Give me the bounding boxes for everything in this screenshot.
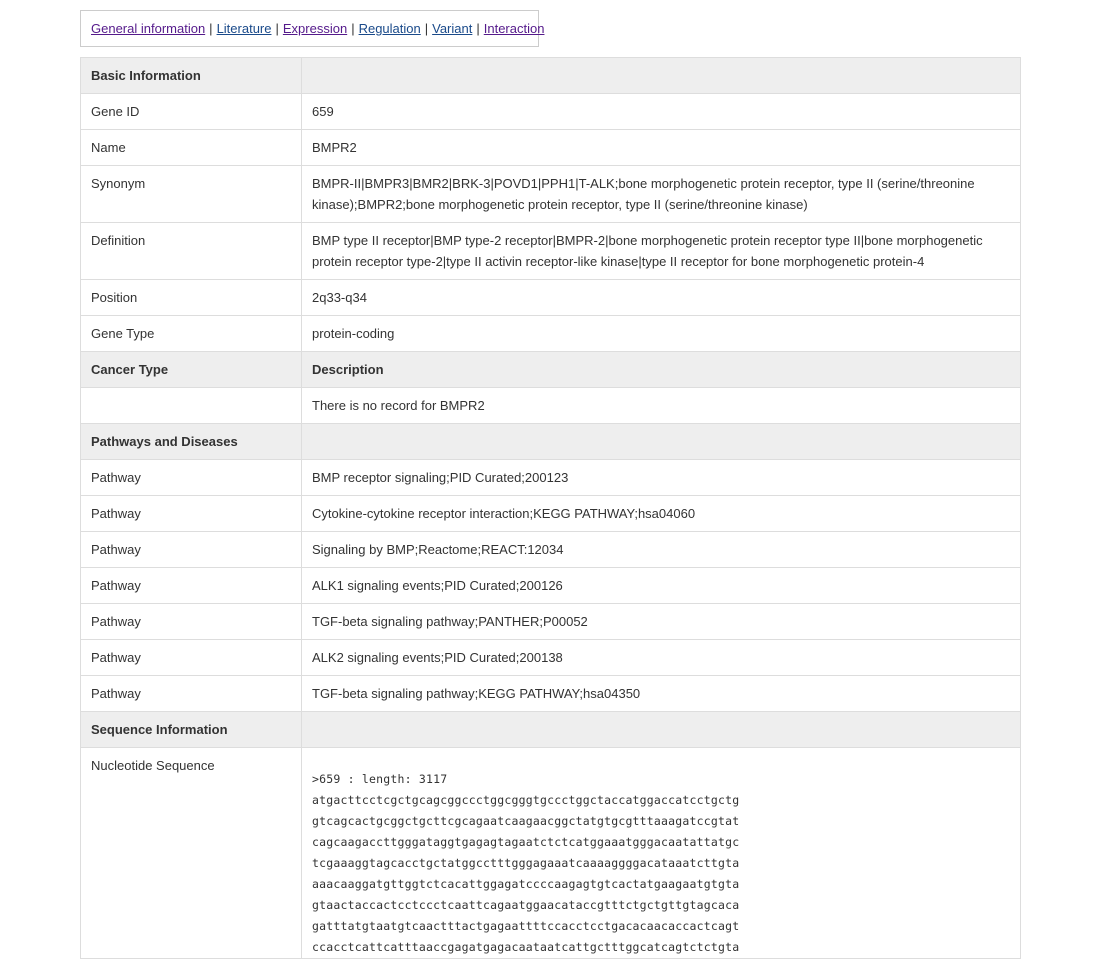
pathway-row bbox=[81, 568, 1021, 604]
pathway-value: ALK1 signaling events;PID Curated;200126 bbox=[302, 568, 1021, 604]
cancer-type-value bbox=[81, 388, 302, 424]
sequence-line: gatttatgtaatgtcaactttactgagaattttccacctcctgacacaacaccactcagt bbox=[312, 919, 740, 933]
pathway-row bbox=[81, 676, 1021, 712]
gene-type-value: protein-coding bbox=[302, 316, 1021, 352]
pathway-value: Signaling by BMP;Reactome;REACT:12034 bbox=[302, 532, 1021, 568]
synonym-label: Synonym bbox=[81, 166, 302, 223]
basic-information-header-row bbox=[81, 58, 1021, 94]
nav-link-general-information[interactable]: General information bbox=[91, 21, 206, 36]
nav-link-interaction[interactable]: Interaction bbox=[483, 21, 545, 36]
gene-id-value: 659 bbox=[302, 94, 1021, 130]
definition-value: BMP type II receptor|BMP type-2 receptor|BMPR-2|bone morphogenetic protein receptor type II|bone morphogenetic protein receptor type-2|type II activin receptor-like kinase|type II receptor for bone morphogenetic protein-4 bbox=[302, 223, 1021, 280]
header-empty-cell bbox=[302, 712, 1021, 748]
cancer-description-value: There is no record for BMPR2 bbox=[302, 388, 1021, 424]
header-empty-cell bbox=[302, 58, 1021, 94]
nav-separator: | bbox=[351, 21, 355, 36]
sequence-line: gtcagcactgcggctgcttcgcagaatcaagaacggctatgtgcgtttaaagatccgtat bbox=[312, 814, 740, 828]
nav-link-expression[interactable]: Expression bbox=[282, 21, 348, 36]
sequence-block bbox=[312, 769, 1010, 958]
sequence-line: ccacctcattcatttaaccgagatgagacaataatcattgctttggcatcagtctctgta bbox=[312, 940, 740, 954]
nucleotide-sequence-label: Nucleotide Sequence bbox=[81, 748, 302, 959]
table-row bbox=[81, 280, 1021, 316]
pathway-row bbox=[81, 496, 1021, 532]
name-value: BMPR2 bbox=[302, 130, 1021, 166]
table-row bbox=[81, 94, 1021, 130]
sequence-line: aaacaaggatgttggtctcacattggagatccccaagagtgtcactatgaagaatgtgta bbox=[312, 877, 740, 891]
pathway-row bbox=[81, 460, 1021, 496]
pathway-row bbox=[81, 604, 1021, 640]
pathway-row bbox=[81, 532, 1021, 568]
sequence-header-row bbox=[81, 712, 1021, 748]
cancer-description-header: Description bbox=[302, 352, 1021, 388]
pathway-value: TGF-beta signaling pathway;KEGG PATHWAY;hsa04350 bbox=[302, 676, 1021, 712]
nav-link-literature[interactable]: Literature bbox=[216, 21, 272, 36]
basic-information-header: Basic Information bbox=[81, 58, 302, 94]
pathway-label: Pathway bbox=[81, 532, 302, 568]
pathway-row bbox=[81, 640, 1021, 676]
nav-separator: | bbox=[275, 21, 279, 36]
header-empty-cell bbox=[302, 424, 1021, 460]
pathways-header-row bbox=[81, 424, 1021, 460]
nav-link-variant[interactable]: Variant bbox=[432, 21, 473, 36]
sequence-line: atgacttcctcgctgcagcggccctggcgggtgccctggctaccatggaccatcctgctg bbox=[312, 793, 740, 807]
table-row bbox=[81, 223, 1021, 280]
table-row bbox=[81, 388, 1021, 424]
sequence-title: >659 : length: 3117 bbox=[312, 772, 448, 786]
pathways-header: Pathways and Diseases bbox=[81, 424, 302, 460]
pathway-value: ALK2 signaling events;PID Curated;200138 bbox=[302, 640, 1021, 676]
pathway-label: Pathway bbox=[81, 640, 302, 676]
table-row bbox=[81, 316, 1021, 352]
nav-separator: | bbox=[476, 21, 480, 36]
table-row bbox=[81, 130, 1021, 166]
nav-separator: | bbox=[209, 21, 213, 36]
pathway-label: Pathway bbox=[81, 676, 302, 712]
table-row bbox=[81, 166, 1021, 223]
sequence-line: gtaactaccactcctccctcaattcagaatggaacataccgtttctgctgttgtagcaca bbox=[312, 898, 740, 912]
sequence-line: tcgaaaggtagcacctgctatggcctttgggagaaatcaaaaggggacataaatcttgta bbox=[312, 856, 740, 870]
gene-id-label: Gene ID bbox=[81, 94, 302, 130]
definition-label: Definition bbox=[81, 223, 302, 280]
pathway-label: Pathway bbox=[81, 568, 302, 604]
sequence-line: cagcaagaccttgggataggtgagagtagaatctctcatggaaatgggacaatattatgc bbox=[312, 835, 740, 849]
pathway-value: BMP receptor signaling;PID Curated;200123 bbox=[302, 460, 1021, 496]
pathway-label: Pathway bbox=[81, 496, 302, 532]
position-value: 2q33-q34 bbox=[302, 280, 1021, 316]
pathway-label: Pathway bbox=[81, 460, 302, 496]
gene-type-label: Gene Type bbox=[81, 316, 302, 352]
pathway-label: Pathway bbox=[81, 604, 302, 640]
name-label: Name bbox=[81, 130, 302, 166]
pathway-value: TGF-beta signaling pathway;PANTHER;P00052 bbox=[302, 604, 1021, 640]
section-nav bbox=[80, 10, 545, 47]
cancer-type-header: Cancer Type bbox=[81, 352, 302, 388]
pathway-value: Cytokine-cytokine receptor interaction;KEGG PATHWAY;hsa04060 bbox=[302, 496, 1021, 532]
table-row bbox=[81, 748, 1021, 959]
position-label: Position bbox=[81, 280, 302, 316]
nav-separator: | bbox=[424, 21, 429, 36]
cancer-header-row bbox=[81, 352, 1021, 388]
synonym-value: BMPR-II|BMPR3|BMR2|BRK-3|POVD1|PPH1|T-ALK;bone morphogenetic protein receptor, type II (serine/threonine kinase);BMPR2;bone morphogenetic protein receptor, type II (serine/threonine kinase) bbox=[302, 166, 1021, 223]
nucleotide-sequence-value bbox=[302, 748, 1021, 959]
nav-link-regulation[interactable]: Regulation bbox=[358, 21, 421, 36]
sequence-header: Sequence Information bbox=[81, 712, 302, 748]
gene-info-table bbox=[80, 57, 1021, 959]
